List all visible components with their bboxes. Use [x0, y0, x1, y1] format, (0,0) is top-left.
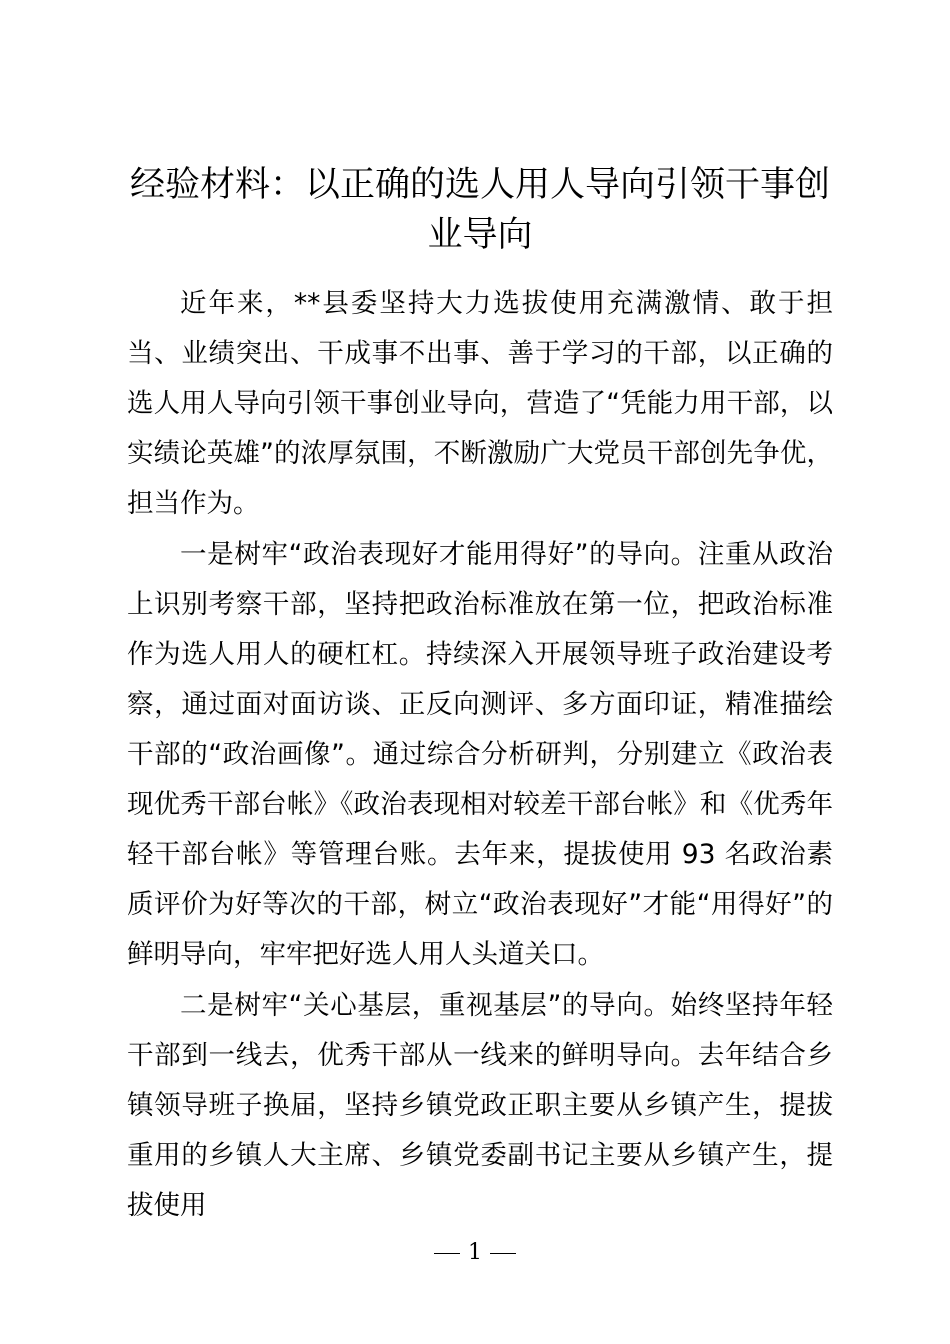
page-number: 1: [468, 1240, 482, 1265]
paragraph-intro: 近年来，**县委坚持大力选拔使用充满激情、敢于担当、业绩突出、干成事不出事、善于学习的干部，以正确的选人用人导向引领干事创业导向，营造了“凭能力用干部，以实绩论英雄”的浓厚氛围，不断激励广大党员干部创先争优，担当作为。: [127, 288, 833, 519]
footer-dash-left: [434, 1253, 460, 1254]
paragraph-point-two: 二是树牢“关心基层，重视基层”的导向。始终坚持年轻干部到一线去，优秀干部从一线来的鲜明导向。去年结合乡镇领导班子换届，坚持乡镇党政正职主要从乡镇产生，提拔重用的乡镇人大主席、乡镇党委副书记主要从乡镇产生，提拔使用: [127, 990, 833, 1221]
page-footer: [0, 1238, 950, 1268]
paragraph-point-one: 一是树牢“政治表现好才能用得好”的导向。注重从政治上识别考察干部，坚持把政治标准放在第一位，把政治标准作为选人用人的硬杠杠。持续深入开展领导班子政治建设考察，通过面对面访谈、正反向测评、多方面印证，精准描绘干部的“政治画像”。通过综合分析研判，分别建立《政治表现优秀干部台帐》《政治表现相对较差干部台帐》和《优秀年轻干部台帐》等管理台账。去年来，提拔使用 93 名政治素质评价为好等次的干部，树立“政治表现好”才能“用得好”的鲜明导向，牢牢把好选人用人头道关口。: [127, 539, 833, 970]
footer-dash-right: [490, 1253, 516, 1254]
document-title: 经验材料：以正确的选人用人导向引领干事创业导向: [129, 165, 830, 255]
document-body: [127, 279, 833, 1232]
